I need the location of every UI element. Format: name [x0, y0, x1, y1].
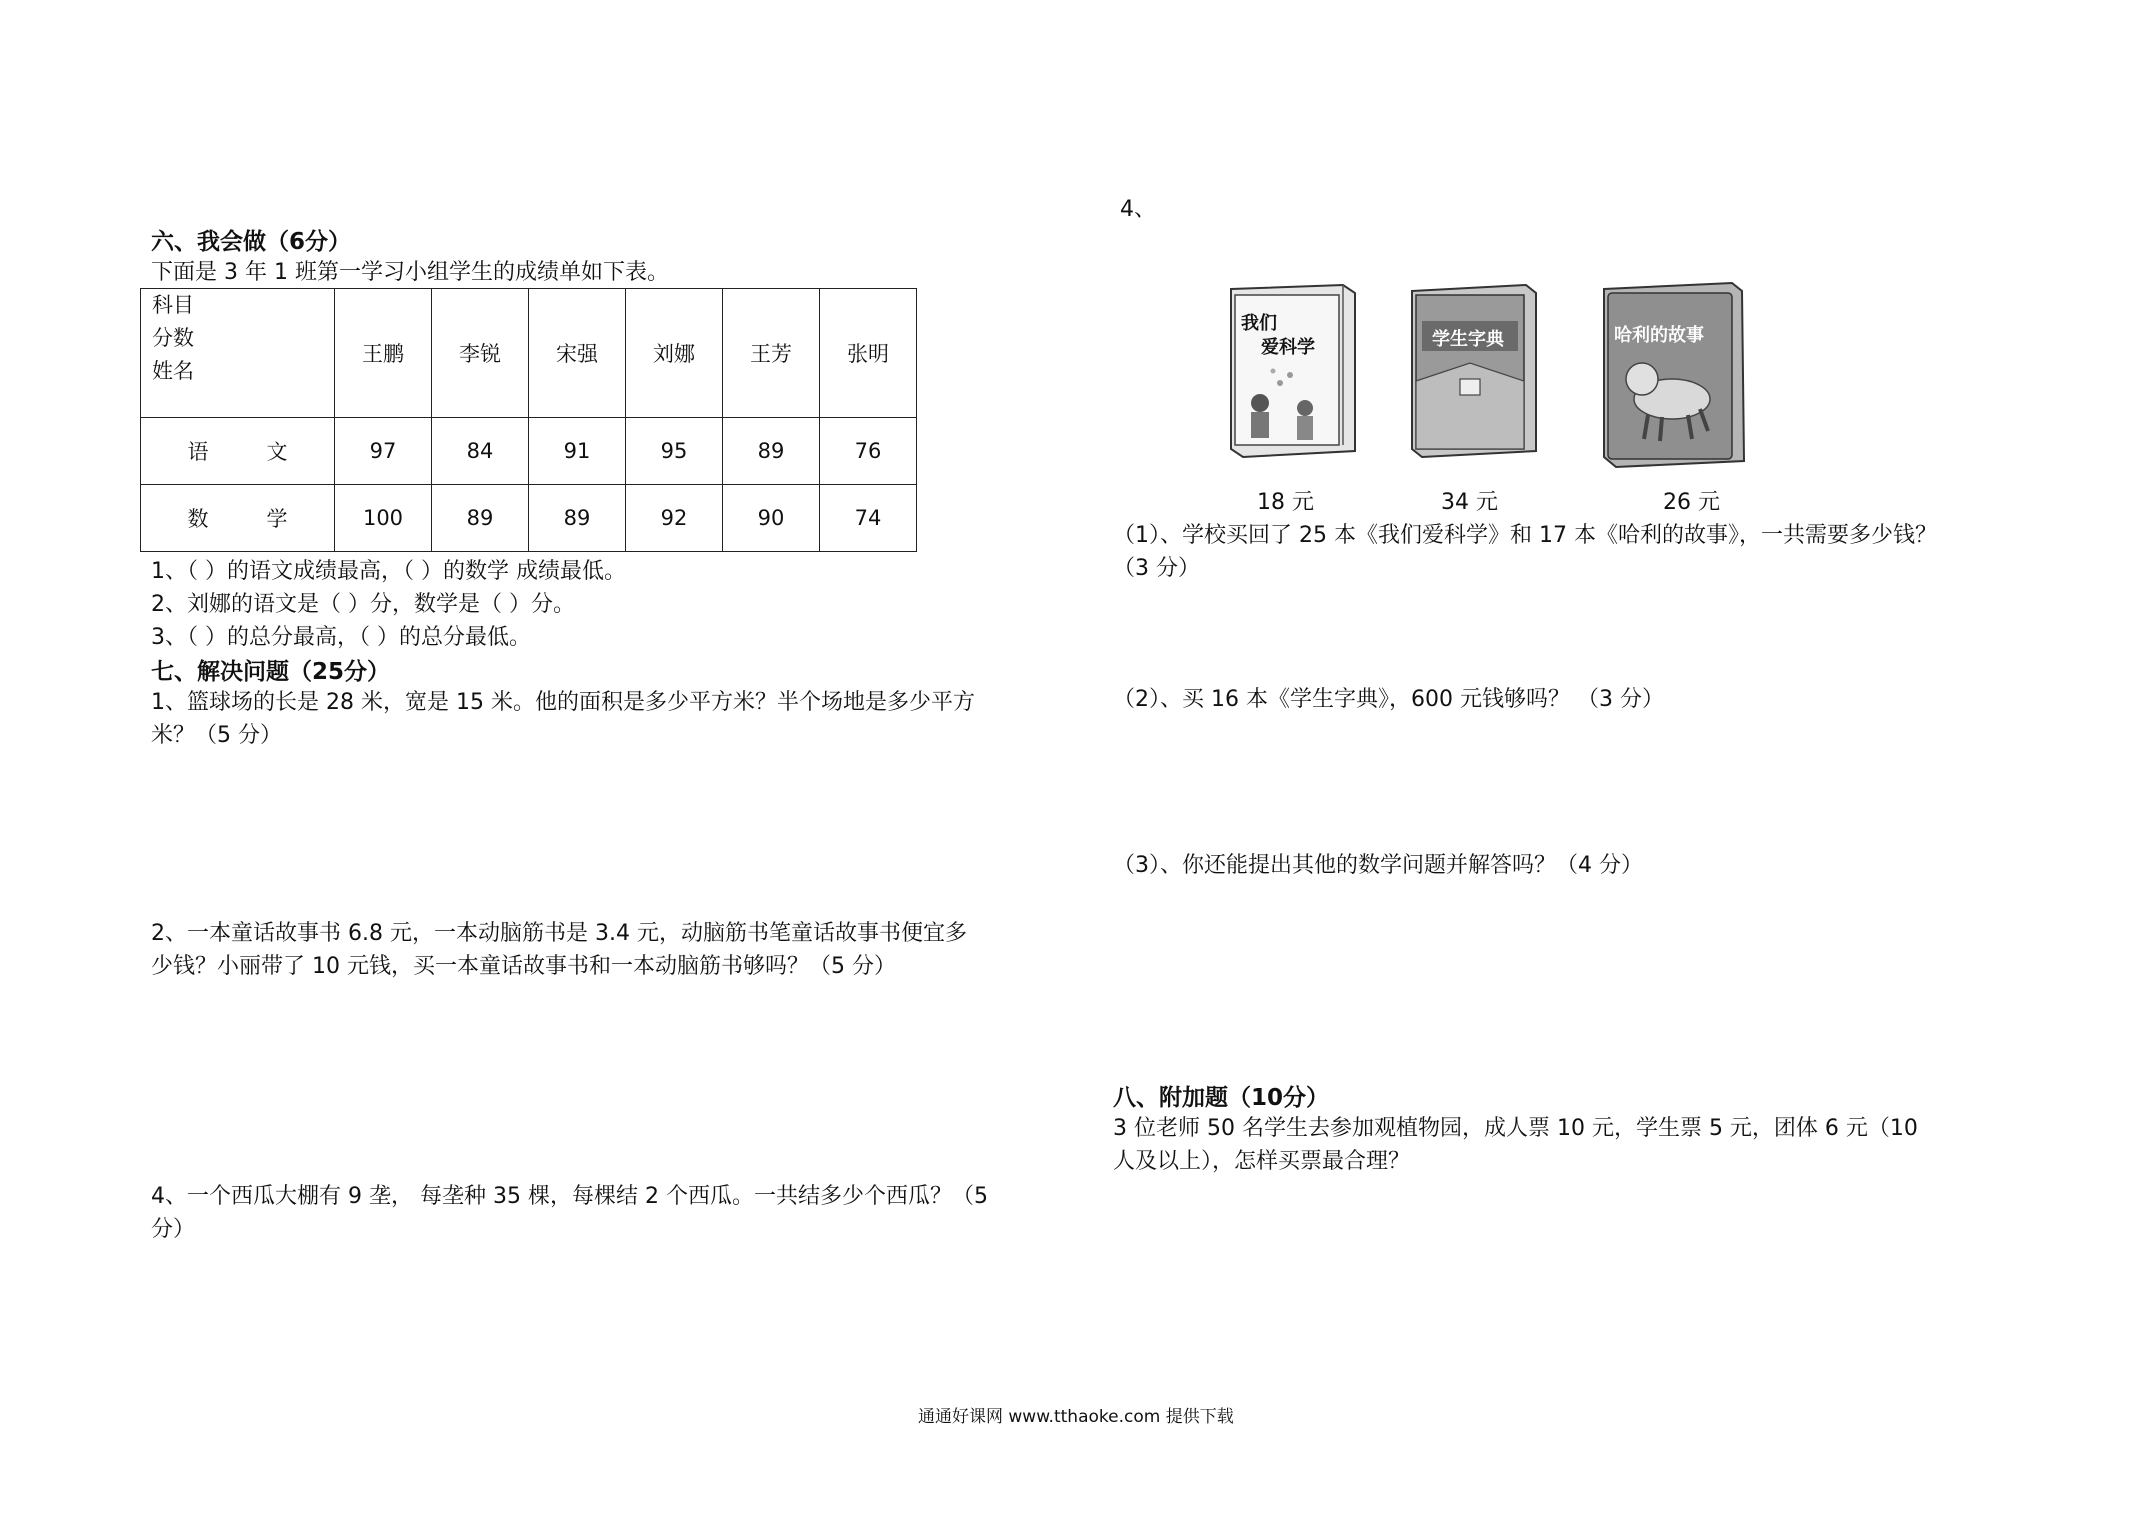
sub-question-3: （3）、你还能提出其他的数学问题并解答吗？（4 分）: [1113, 853, 1643, 878]
corner-label-name: 姓名: [152, 359, 194, 383]
student-name-cell: 王芳: [723, 289, 820, 418]
sub-question-2: （2）、买 16 本《学生字典》，600 元钱够吗？ （3 分）: [1113, 687, 1664, 712]
student-name-cell: 张明: [820, 289, 917, 418]
section-6-heading: 六、我会做（6分）: [151, 229, 352, 255]
score-cell: 84: [432, 418, 529, 485]
problem-2-line-2: 少钱？小丽带了 10 元钱，买一本童话故事书和一本动脑筋书够吗？（5 分）: [151, 954, 896, 979]
table-header-row: [141, 289, 917, 418]
problem-1-line-2: 米？（5 分）: [151, 723, 282, 748]
s6-question-1: 1、（ ）的语文成绩最高，（ ）的数学 成绩最低。: [151, 559, 626, 584]
score-cell: 89: [529, 485, 626, 552]
score-cell: 91: [529, 418, 626, 485]
problem-4-label: 4、: [1120, 197, 1156, 222]
s6-question-2: 2、刘娜的语文是（ ）分，数学是（ ）分。: [151, 592, 575, 617]
section-8-heading: 八、附加题（10分）: [1113, 1085, 1330, 1111]
score-cell: 95: [626, 418, 723, 485]
sub-question-1-line-1: （1）、学校买回了 25 本《我们爱科学》和 17 本《哈利的故事》，一共需要多少钱？: [1113, 523, 1937, 548]
s6-question-3: 3、（ ）的总分最高，（ ）的总分最低。: [151, 625, 531, 650]
bonus-line-2: 人及以上），怎样买票最合理？: [1113, 1149, 1411, 1174]
corner-label-subject: 科目: [152, 293, 194, 317]
score-cell: 90: [723, 485, 820, 552]
book-dictionary-title: 学生字典: [1432, 329, 1504, 350]
subject-label: 数学: [187, 507, 288, 531]
book-dictionary-illustration: [1406, 281, 1540, 461]
subject-label: 语文: [187, 440, 288, 464]
score-cell: 100: [335, 485, 432, 552]
problem-1-line-1: 1、篮球场的长是 28 米，宽是 15 米。他的面积是多少平方米？半个场地是多少平方: [151, 690, 975, 715]
score-cell: 74: [820, 485, 917, 552]
table-row-chinese: [141, 418, 917, 485]
book-harry-illustration: [1598, 279, 1748, 471]
student-name-cell: 刘娜: [626, 289, 723, 418]
table-corner-cell: [141, 289, 335, 418]
student-name-cell: 王鹏: [335, 289, 432, 418]
footer-source: 通通好课网 www.tthaoke.com 提供下载: [918, 1407, 1234, 1427]
subject-label-cell: [141, 418, 335, 485]
score-cell: 76: [820, 418, 917, 485]
bonus-line-1: 3 位老师 50 名学生去参加观植物园，成人票 10 元，学生票 5 元，团体 6 元（10: [1113, 1116, 1918, 1141]
subject-label-cell: [141, 485, 335, 552]
book-science-title-1: 我们: [1241, 313, 1277, 334]
score-cell: 97: [335, 418, 432, 485]
score-cell: 92: [626, 485, 723, 552]
book-science-price: 18 元: [1257, 490, 1314, 515]
book-dictionary: [1406, 281, 1540, 461]
section-6-intro: 下面是 3 年 1 班第一学习小组学生的成绩单如下表。: [151, 260, 669, 285]
score-table: [140, 288, 917, 552]
sub-question-1-line-2: （3 分）: [1113, 556, 1200, 581]
score-cell: 89: [723, 418, 820, 485]
student-name-cell: 宋强: [529, 289, 626, 418]
book-harry-title: 哈利的故事: [1614, 325, 1704, 346]
book-dictionary-price: 34 元: [1441, 490, 1498, 515]
problem-4-line-2: 分）: [151, 1217, 196, 1242]
table-row-math: [141, 485, 917, 552]
section-7-heading: 七、解决问题（25分）: [151, 659, 391, 685]
book-harry-price: 26 元: [1663, 490, 1720, 515]
problem-4-line-1: 4、一个西瓜大棚有 9 垄， 每垄种 35 棵，每棵结 2 个西瓜。一共结多少个西瓜？（5: [151, 1184, 988, 1209]
student-name-cell: 李锐: [432, 289, 529, 418]
book-harry: [1598, 279, 1748, 471]
score-cell: 89: [432, 485, 529, 552]
corner-label-score: 分数: [152, 326, 194, 350]
problem-2-line-1: 2、一本童话故事书 6.8 元，一本动脑筋书是 3.4 元，动脑筋书笔童话故事书便宜多: [151, 921, 967, 946]
book-science-title-2: 爱科学: [1261, 337, 1315, 358]
book-science: [1225, 283, 1360, 459]
